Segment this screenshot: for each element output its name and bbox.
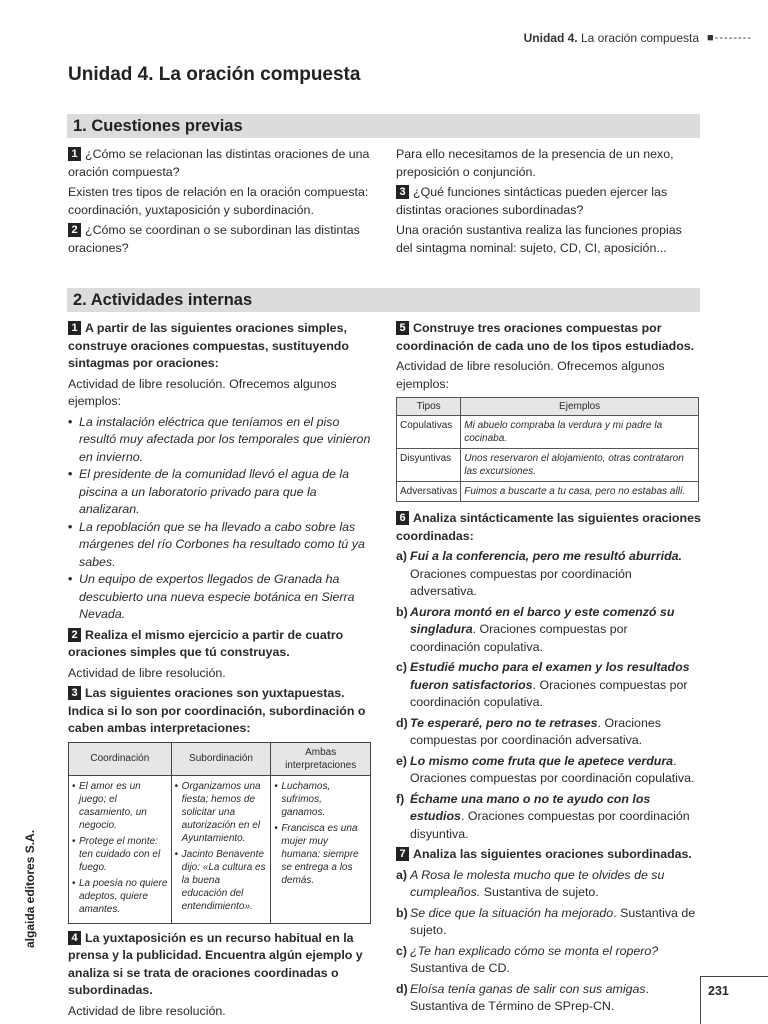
table-header: Subordinación <box>171 742 271 775</box>
section-heading-actividades-internas: 2. Actividades internas <box>67 288 700 312</box>
question-number: 1 <box>68 147 81 161</box>
item-analysis: Sustantiva de sujeto. <box>483 885 599 899</box>
list-item <box>396 548 701 601</box>
item-analysis: Sustantiva de CD. <box>410 961 510 975</box>
item-sentence: Échame una mano o no te ayudo con los estudios <box>410 791 651 823</box>
question-text: ¿Qué funciones sintácticas pueden ejercer las distintas oraciones subordinadas? <box>396 185 668 217</box>
running-header-unit: Unidad 4. <box>523 31 578 45</box>
item-analysis: Oraciones compuestas por coordinación adversativa. <box>410 566 632 598</box>
item-letter: f) <box>396 791 405 806</box>
question-number: 3 <box>396 185 409 199</box>
list-item: • Organizamos una fiesta; hemos de solicitar una autorización en el Ayuntamiento. <box>175 780 268 845</box>
activity-text: Construye tres oraciones compuestas por coordinación de cada uno de los tipos estudiados. <box>396 321 695 353</box>
list-item: • La repoblación que se ha llevado a cabo sobre las márgenes del río Corbones ha resultado como tú ya sabes. <box>68 519 373 572</box>
list-item: • El presidente de la comunidad llevó el agua de la piscina a un laboratorio privado para que la analizaran. <box>68 466 373 519</box>
list-item <box>396 905 701 940</box>
item-analysis: . Oraciones compuestas por coordinación disyuntiva. <box>410 809 690 841</box>
item-letter: e) <box>396 753 408 768</box>
activity-1 <box>68 320 373 373</box>
item-letter: c) <box>396 660 408 674</box>
item-analysis: . Sustantiva de Término de SPrep-CN. <box>410 981 650 1013</box>
item-letter: b) <box>396 604 408 619</box>
table-cell-ambas <box>271 775 371 923</box>
list-item <box>396 791 701 844</box>
table-header: Ejemplos <box>461 398 699 416</box>
item-analysis: . Oraciones compuestas por coordinación adversativa. <box>410 715 661 747</box>
table-row <box>397 416 699 449</box>
section1-left-column <box>68 146 373 260</box>
table-cell-ejemplo: Unos reservaron el alojamiento, otras contrataron las excursiones. <box>461 449 699 482</box>
table-header: Coordinación <box>69 742 172 775</box>
table-cell-ejemplo: Fuimos a buscarte a tu casa, pero no estabas allí. <box>461 482 699 502</box>
activity-number: 2 <box>68 628 81 642</box>
item-sentence: ¿Te han explicado cómo se monta el ropero? <box>410 943 659 958</box>
activity-text: Analiza sintácticamente las siguientes oraciones coordinadas: <box>396 511 701 543</box>
list-item: • Un equipo de expertos llegados de Granada ha descubierto una nueva especie botánica en Sierra Nevada. <box>68 571 373 624</box>
activity-text: Analiza las siguientes oraciones subordinadas. <box>413 847 692 861</box>
list-item <box>396 715 701 750</box>
table-header: Tipos <box>397 398 461 416</box>
publisher-label: algaida editores S.A. <box>23 829 37 948</box>
list-item <box>396 943 701 978</box>
list-item <box>396 659 701 712</box>
answer-1: Existen tres tipos de relación en la oración compuesta: coordinación, yuxtaposición y subordinación. <box>68 185 369 217</box>
list-item <box>396 753 701 788</box>
item-letter: c) <box>396 943 408 958</box>
page-number-box <box>700 976 768 1024</box>
section2-right-column <box>396 320 701 1019</box>
list-item: • Protege el monte: ten cuidado con el fuego. <box>72 835 168 874</box>
item-analysis: . Oraciones compuestas por coordinación copulativa. <box>410 753 695 785</box>
section1-right-column <box>396 146 701 260</box>
item-letter: d) <box>396 981 408 996</box>
table-cell-subordinacion <box>171 775 271 923</box>
activity-text: La yuxtaposición es un recurso habitual en la prensa y la publicidad. Encuentra algún ejemplo y analiza si se trata de oraciones coordinadas o subordinadas. <box>68 930 363 997</box>
question-number: 2 <box>68 223 81 237</box>
activity-7-list <box>396 867 701 1016</box>
running-header-title: La oración compuesta <box>580 31 700 45</box>
list-item: • Luchamos, sufrimos, ganamos. <box>274 780 367 819</box>
item-letter: a) <box>396 549 408 563</box>
item-analysis: . Sustantiva de sujeto. <box>410 905 696 937</box>
item-sentence: Lo mismo come fruta que le apetece verdura <box>410 753 674 768</box>
activity-number: 5 <box>396 321 409 335</box>
table-header: Ambas interpretaciones <box>271 742 371 775</box>
activity-5 <box>396 320 701 355</box>
table-cell-tipo: Adversativas <box>397 482 461 502</box>
item-letter: d) <box>396 715 408 730</box>
item-sentence: A Rosa le molesta mucho que te olvides de su cumpleaños. <box>410 867 665 899</box>
activity-number: 7 <box>396 847 409 861</box>
activity-7 <box>396 846 701 864</box>
activity-1-intro: Actividad de libre resolución. Ofrecemos algunos ejemplos: <box>68 376 337 408</box>
table-cell-tipo: Disyuntivas <box>397 449 461 482</box>
activity-text: Las siguientes oraciones son yuxtapuestas. Indica si lo son por coordinación, subordinación o caben ambas interpretaciones: <box>68 686 366 735</box>
activity-6-list <box>396 548 701 843</box>
activity-number: 1 <box>68 321 81 335</box>
list-item <box>396 604 701 657</box>
list-item <box>396 867 701 902</box>
activity-4-answer: Actividad de libre resolución. <box>68 1003 226 1018</box>
item-sentence: Aurora montó en el barco y este comenzó su singladura <box>410 604 675 636</box>
list-item: • La poesía no quiere adeptos, quiere amantes. <box>72 877 168 916</box>
activity-number: 6 <box>396 511 409 525</box>
question-3 <box>396 184 701 219</box>
coordinacion-table <box>396 397 699 502</box>
question-1 <box>68 146 373 181</box>
question-2 <box>68 222 373 257</box>
item-analysis: . Oraciones compuestas por coordinación copulativa. <box>410 622 628 654</box>
activity-3 <box>68 685 373 738</box>
answer-2: Para ello necesitamos de la presencia de un nexo, preposición o conjunción. <box>396 147 674 179</box>
page-title: Unidad 4. La oración compuesta <box>68 64 361 85</box>
item-sentence: Eloísa tenía ganas de salir con sus amigas <box>410 981 646 996</box>
section-heading-cuestiones-previas: 1. Cuestiones previas <box>67 114 700 138</box>
section2-left-column <box>68 320 373 1023</box>
table-row <box>397 482 699 502</box>
running-header-dash: ■-------- <box>707 32 752 44</box>
item-letter: a) <box>396 867 408 882</box>
list-item: • El amor es un juego; el casamiento, un negocio. <box>72 780 168 832</box>
table-row <box>397 449 699 482</box>
activity-2 <box>68 627 373 662</box>
activity-text: Realiza el mismo ejercicio a partir de cuatro oraciones simples que tú construyas. <box>68 627 344 659</box>
list-item: • Francisca es una mujer muy humana: siempre se entrega a los demás. <box>274 822 367 887</box>
table-cell-ejemplo: Mi abuelo compraba la verdura y mi padre la cocinaba. <box>461 416 699 449</box>
item-sentence: Fui a la conferencia, pero me resultó aburrida. <box>410 549 682 563</box>
activity-4 <box>68 930 373 1000</box>
item-letter: b) <box>396 905 408 920</box>
activity-1-examples <box>68 414 373 624</box>
activity-5-intro: Actividad de libre resolución. Ofrecemos algunos ejemplos: <box>396 359 665 391</box>
activity-number: 3 <box>68 686 81 700</box>
question-text: ¿Cómo se relacionan las distintas oraciones de una oración compuesta? <box>68 147 370 179</box>
question-text: ¿Cómo se coordinan o se subordinan las distintas oraciones? <box>68 223 360 255</box>
list-item: • Jacinto Benavente dijo: «La cultura es la buena educación del entendimiento». <box>175 848 268 913</box>
yuxtapuestas-table <box>68 742 371 924</box>
table-cell-tipo: Copulativas <box>397 416 461 449</box>
list-item: • La instalación eléctrica que teníamos en el piso resultó muy afectada por los temporales que vinieron en invierno. <box>68 414 373 467</box>
list-item <box>396 981 701 1016</box>
activity-2-answer: Actividad de libre resolución. <box>68 665 226 680</box>
item-sentence: Se dice que la situación ha mejorado <box>410 905 614 920</box>
item-sentence: Estudié mucho para el examen y los resultados fueron satisfactorios <box>410 660 690 692</box>
activity-number: 4 <box>68 931 81 945</box>
item-sentence: Te esperaré, pero no te retrases <box>410 715 598 730</box>
running-header <box>524 30 752 48</box>
table-cell-coordinacion <box>69 775 172 923</box>
activity-6 <box>396 510 701 545</box>
activity-text: A partir de las siguientes oraciones simples, construye oraciones compuestas, sustituyendo sintagmas por oraciones: <box>68 321 349 370</box>
page-number: 231 <box>708 984 729 998</box>
item-analysis: . Oraciones compuestas por coordinación copulativa. <box>410 677 688 709</box>
answer-3: Una oración sustantiva realiza las funciones propias del sintagma nominal: sujeto, CD, CI, aposición... <box>396 223 682 255</box>
